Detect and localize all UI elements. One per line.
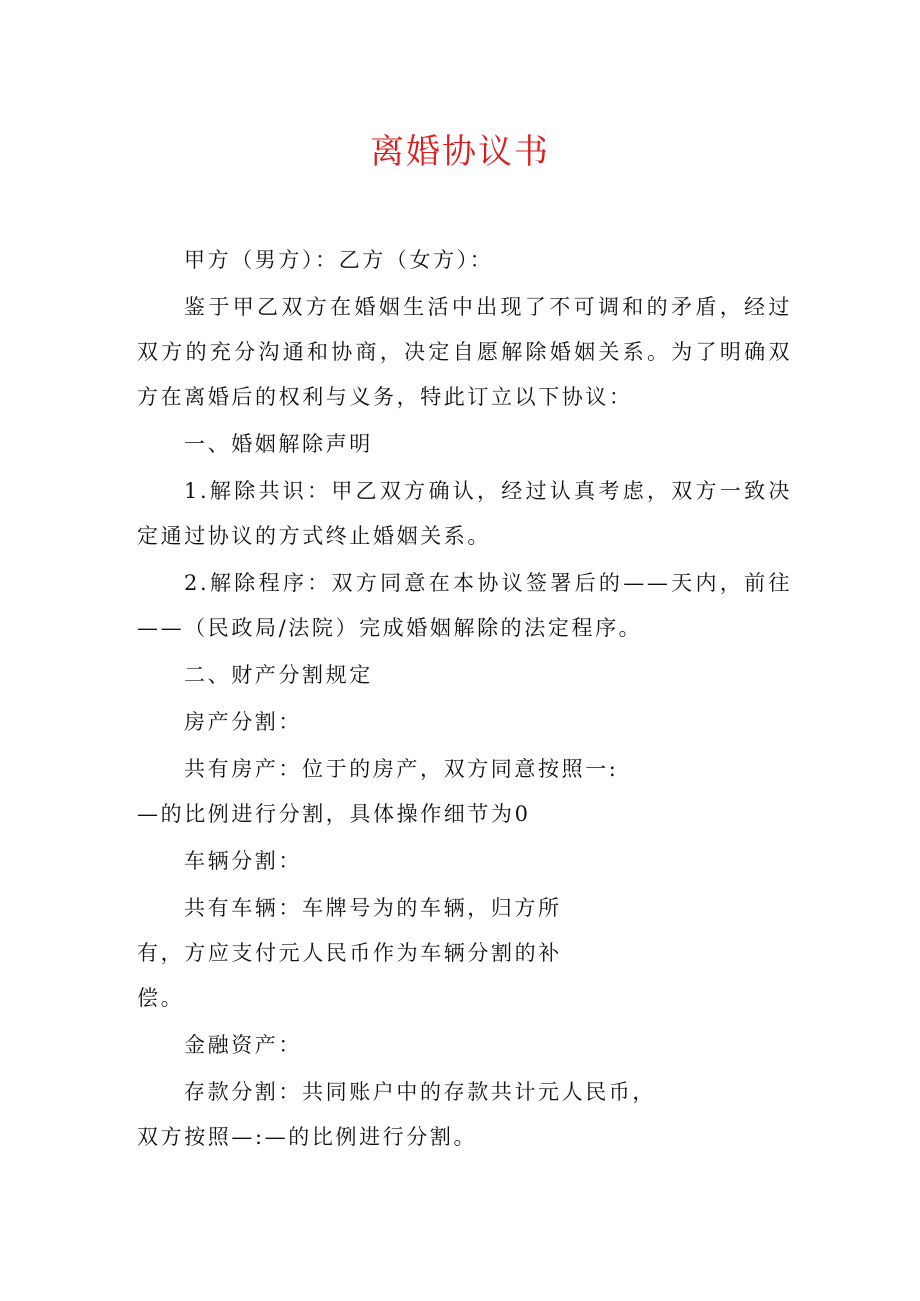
document-title: 离婚协议书 — [370, 132, 550, 172]
house-heading: 房产分割： — [184, 710, 302, 734]
document-body — [137, 238, 792, 1162]
house-line-2: —的比例进行分割，具体操作细节为0 — [137, 802, 531, 826]
parties-line: 甲方（男方）：乙方（女方）： — [184, 248, 494, 272]
intro-paragraph: 鉴于甲乙双方在婚姻生活中出现了不可调和的矛盾，经过双方的充分沟通和协商，决定自愿解除婚姻关系。为了明确双方在离婚后的权利与义务，特此订立以下协议： — [137, 295, 792, 409]
section-1-heading: 一、婚姻解除声明 — [184, 432, 373, 456]
section-1-item-2: 2.解除程序：双方同意在本协议签署后的——天内，前往——（民政局/法院）完成婚姻解除的法定程序。 — [137, 571, 792, 640]
deposit-line-1: 存款分割：共同账户中的存款共计元人民币， — [184, 1080, 656, 1104]
section-2-heading: 二、财产分割规定 — [184, 663, 373, 687]
car-line-2: 有，方应支付元人民币作为车辆分割的补 — [137, 941, 562, 965]
deposit-paragraph — [137, 1070, 792, 1160]
car-line-3: 偿。 — [137, 986, 185, 1010]
deposit-line-2: 双方按照—:—的比例进行分割。 — [137, 1125, 478, 1149]
car-paragraph — [137, 886, 792, 1021]
finance-heading: 金融资产： — [184, 1033, 302, 1057]
house-line-1: 共有房产：位于的房产，双方同意按照一: — [184, 757, 619, 781]
section-1-item-1: 1.解除共识：甲乙双方确认，经过认真考虑，双方一致决定通过协议的方式终止婚姻关系。 — [137, 479, 792, 548]
house-paragraph — [137, 747, 792, 837]
car-heading: 车辆分割： — [184, 849, 302, 873]
car-line-1: 共有车辆：车牌号为的车辆，归方所 — [184, 896, 562, 920]
